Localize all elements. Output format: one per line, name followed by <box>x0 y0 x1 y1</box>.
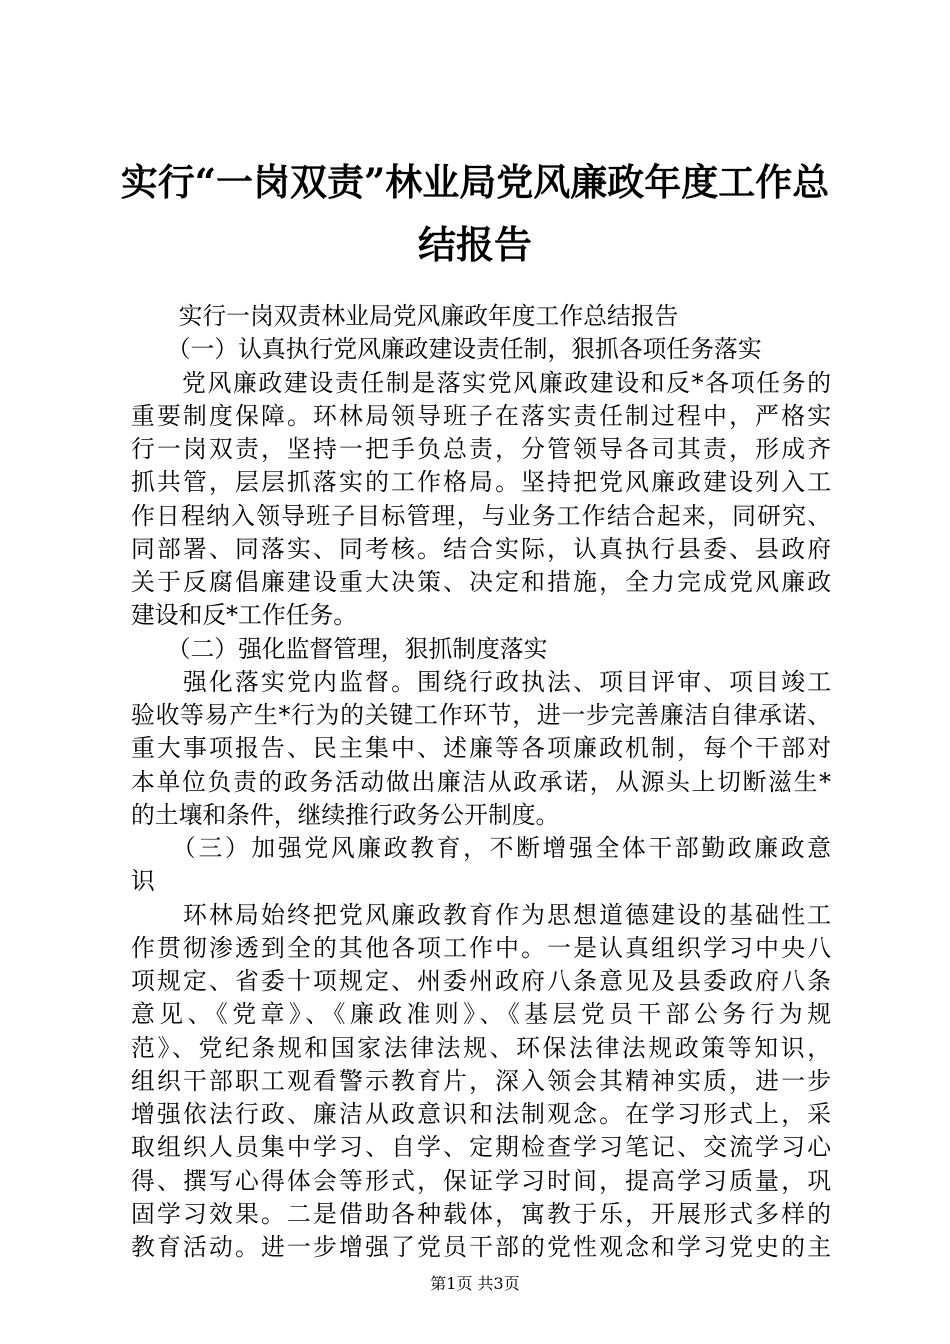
body-line: 强化落实党内监督。围绕行政执法、项目评审、项目竣工 <box>131 668 831 696</box>
body-line: 项规定、省委十项规定、州委州政府八条意见及县委政府八条 <box>131 967 831 995</box>
body-line: 建设和反*工作任务。 <box>131 601 358 629</box>
body-line: （二）强化监督管理，狠抓制度落实 <box>131 635 548 663</box>
body-line: 教育活动。进一步增强了党员干部的党性观念和学习党史的主 <box>131 1233 831 1261</box>
body-line: 同部署、同落实、同考核。结合实际，认真执行县委、县政府 <box>131 535 831 563</box>
body-line: 重大事项报告、民主集中、述廉等各项廉政机制，每个干部对 <box>131 734 831 762</box>
body-line: 固学习效果。二是借助各种载体，寓教于乐，开展形式多样的 <box>131 1200 831 1228</box>
page-number-footer: 第1页 共3页 <box>430 1274 520 1293</box>
body-line: 的土壤和条件，继续推行政务公开制度。 <box>131 801 560 829</box>
body-line: 抓共管，层层抓落实的工作格局。坚持把党风廉政建设列入工 <box>131 468 831 496</box>
body-line: 本单位负责的政务活动做出廉洁从政承诺，从源头上切断滋生* <box>131 768 831 796</box>
body-line: 作贯彻渗透到全的其他各项工作中。一是认真组织学习中央八 <box>131 934 831 962</box>
body-line: 取组织人员集中学习、自学、定期检查学习笔记、交流学习心 <box>131 1133 831 1161</box>
body-line: 关于反腐倡廉建设重大决策、决定和措施，全力完成党风廉政 <box>131 568 831 596</box>
body-line: 得、撰写心得体会等形式，保证学习时间，提高学习质量，巩 <box>131 1167 831 1195</box>
body-line: 行一岗双责，坚持一把手负总责，分管领导各司其责，形成齐 <box>131 435 831 463</box>
body-line: 识 <box>131 867 155 895</box>
body-line: 意见、《党章》、《廉政准则》、《基层党员干部公务行为规 <box>131 1000 831 1028</box>
document-title-line-1: 实行“一岗双责”林业局党风廉政年度工作总 <box>120 160 830 204</box>
body-line: （三）加强党风廉政教育，不断增强全体干部勤政廉政意 <box>131 834 831 862</box>
body-line: 组织干部职工观看警示教育片，深入领会其精神实质，进一步 <box>131 1067 831 1095</box>
body-line: 环林局始终把党风廉政教育作为思想道德建设的基础性工 <box>131 901 831 929</box>
body-line: 实行一岗双责林业局党风廉政年度工作总结报告 <box>131 302 679 330</box>
body-line: （一）认真执行党风廉政建设责任制，狠抓各项任务落实 <box>131 335 762 363</box>
body-line: 重要制度保障。环林局领导班子在落实责任制过程中，严格实 <box>131 402 831 430</box>
document-title-line-2: 结报告 <box>417 222 532 267</box>
body-line: 党风廉政建设责任制是落实党风廉政建设和反*各项任务的 <box>131 369 831 397</box>
body-line: 范》、党纪条规和国家法律法规、环保法律法规政策等知识， <box>131 1034 831 1062</box>
body-line: 作日程纳入领导班子目标管理，与业务工作结合起来，同研究、 <box>131 502 831 530</box>
body-line: 验收等易产生*行为的关键工作环节，进一步完善廉洁自律承诺、 <box>131 701 831 729</box>
body-line: 增强依法行政、廉洁从政意识和法制观念。在学习形式上，采 <box>131 1100 831 1128</box>
